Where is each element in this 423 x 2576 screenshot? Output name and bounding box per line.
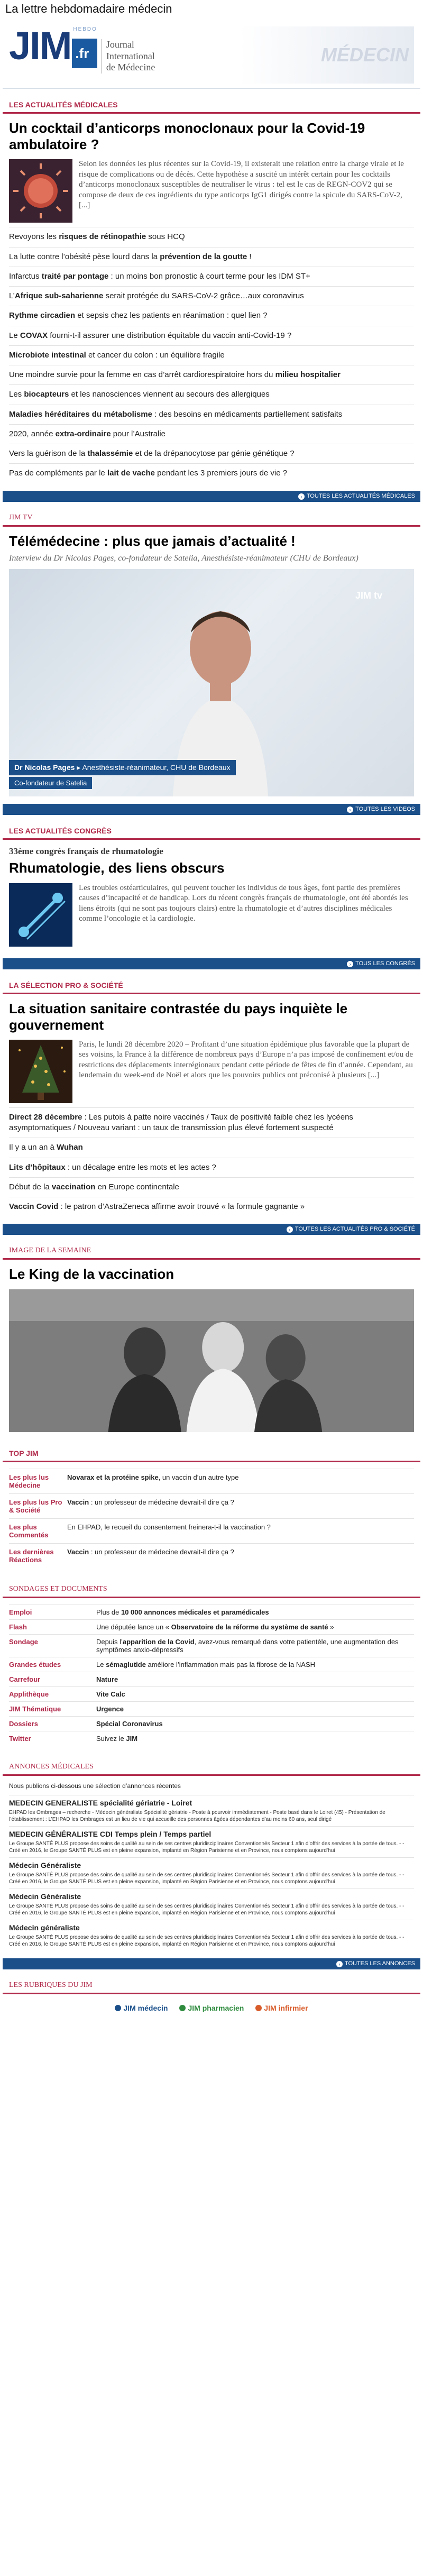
news-item[interactable]: Maladies héréditaires du métabolisme : des besoins en médicaments partiellement satisfaits xyxy=(9,405,414,424)
rubriques-links xyxy=(3,1994,420,2023)
congres-title[interactable]: Rhumatologie, des liens obscurs xyxy=(9,860,225,876)
top-label: Les plus Commentés xyxy=(9,1518,67,1543)
sondage-value: Nature xyxy=(96,1672,414,1686)
jim-logo[interactable] xyxy=(9,26,155,84)
section-top xyxy=(3,1449,420,1573)
video-caption-role: Co-fondateur de Satelia xyxy=(9,777,92,789)
masthead xyxy=(3,20,420,89)
circle-icon xyxy=(179,2005,186,2011)
sondage-row[interactable] xyxy=(9,1731,414,1746)
section-header: LES ACTUALITÉS CONGRÈS xyxy=(3,827,420,840)
top-row[interactable] xyxy=(9,1543,414,1568)
sondage-label: Dossiers xyxy=(9,1716,96,1731)
top-value: En EHPAD, le recueil du consentement freinera-t-il la vaccination ? xyxy=(67,1518,414,1543)
chevron-right-icon: › xyxy=(287,1226,293,1233)
news-item[interactable]: Rythme circadien et sepsis chez les patients en réanimation : quel lien ? xyxy=(9,306,414,325)
video-player[interactable] xyxy=(9,569,414,796)
sondage-label: Sondage xyxy=(9,1634,96,1657)
section-actualites xyxy=(3,100,420,502)
circle-icon xyxy=(255,2005,262,2011)
bone-thumbnail[interactable] xyxy=(9,883,72,947)
section-header: TOP JIM xyxy=(3,1449,420,1462)
more-congres-button[interactable]: › TOUS LES CONGRÈS xyxy=(3,958,420,969)
section-header: LA SÉLECTION PRO & SOCIÉTÉ xyxy=(3,981,420,994)
top-value: Novarax et la protéine spike, un vaccin d’un autre type xyxy=(67,1469,414,1493)
masthead-label: MÉDECIN xyxy=(320,44,409,66)
sondage-value: Vite Calc xyxy=(96,1686,414,1701)
sondage-value: Spécial Coronavirus xyxy=(96,1716,414,1731)
virus-thumbnail[interactable] xyxy=(9,159,72,223)
news-item[interactable]: Direct 28 décembre : Les putois à patte noire vaccinés / Taux de positivité faible chez les lycéens asymptomatiques / Nouveau variant : un taux de transmission plus élevé fortement suspecté xyxy=(9,1107,414,1138)
annonce-desc: Le Groupe SANTÉ PLUS propose des soins de qualité au sein de ses centres pluridisciplinaires Conventionnés Secteur 1 afin d’offrir des services à la portée de tous. - - Créé en 2016, le Groupe SANTÉ PLUS est en pleine expansion, implanté en Région Parisienne et en Province, nous comptons aujourd’hui xyxy=(9,1872,404,1885)
annonce-item[interactable] xyxy=(9,1826,414,1857)
section-rubriques xyxy=(3,1981,420,2023)
annonce-item[interactable] xyxy=(9,1889,414,1920)
chevron-right-icon: › xyxy=(347,961,353,967)
section-annonces xyxy=(3,1763,420,1969)
rubrique-infirmier-link[interactable]: JIM infirmier xyxy=(255,2004,308,2012)
more-videos-button[interactable]: › TOUTES LES VIDEOS xyxy=(3,804,420,815)
sondage-row[interactable] xyxy=(9,1701,414,1716)
news-item[interactable]: 2020, année extra-ordinaire pour l’Australie xyxy=(9,424,414,444)
news-item[interactable]: Microbiote intestinal et cancer du colon : un équilibre fragile xyxy=(9,345,414,365)
annonces-intro: Nous publions ci-dessous une sélection d’annonces récentes xyxy=(9,1782,181,1790)
news-item[interactable]: Le COVAX fourni-t-il assurer une distribution équitable du vaccin anti-Covid-19 ? xyxy=(9,326,414,345)
news-item[interactable]: Vers la guérison de la thalassémie et de la drépanocytose par génie génétique ? xyxy=(9,444,414,463)
news-item[interactable]: Une moindre survie pour la femme en cas d’arrêt cardiorespiratoire hors du milieu hospitalier xyxy=(9,365,414,384)
logo-fr: .fr xyxy=(72,39,97,68)
sondage-row[interactable] xyxy=(9,1605,414,1619)
sondage-value: Une députée lance un « Observatoire de la réforme du système de santé » xyxy=(96,1619,414,1634)
annonce-desc: Le Groupe SANTÉ PLUS propose des soins de qualité au sein de ses centres pluridisciplinaires Conventionnés Secteur 1 afin d’offrir des services à la portée de tous. - - Créé en 2016, le Groupe SANTÉ PLUS est en pleine expansion, implanté en Région Parisienne et en Province, nous comptons aujourd’hui xyxy=(9,1840,404,1854)
sondage-value: Suivez le JIM xyxy=(96,1731,414,1746)
section-image xyxy=(3,1246,420,1437)
lead-article-text: Selon les données les plus récentes sur la Covid-19, il existerait une relation entre la charge virale et le risque de complications ou de décès. Cette hypothèse a suscité un intérêt certain pour les cocktails d’anticorps monoclonaux susceptibles de neutraliser le virus : tel est le cas de REGN-COV2 qui se compose de deux de ces ingrédients du type anticorps IgG1 dirigés contre la spicule du SARS-CoV-2, [...] xyxy=(79,160,404,210)
annonce-item[interactable] xyxy=(9,1920,414,1951)
top-value: Vaccin : un professeur de médecine devrait-il dire ça ? xyxy=(67,1493,414,1518)
week-photo[interactable] xyxy=(9,1289,414,1432)
congres-tag: 33ème congrès français de rhumatologie xyxy=(9,846,163,857)
section-header: IMAGE DE LA SEMAINE xyxy=(3,1246,420,1260)
pro-text: Paris, le lundi 28 décembre 2020 – Profitant d’une situation épidémique plus favorable que la plupart de ses voisins, la France à la différence de nombreux pays d’Europe n’a pas imposé de confinement et/ou de restrictions des déplacements interrégionaux pendant cette période de fêtes de fin d’année. Cependant, au lendemain du week-end de Noël et alors que les pouvoirs publics ont préconisé à plusieurs [...] xyxy=(79,1040,413,1080)
masthead-right xyxy=(240,26,414,84)
congres-text: Les troubles ostéarticulaires, qui peuvent toucher les individus de tous âges, font partie des premières causes d’incapacité et de handicap. Lors du récent congrès français de rhumatologie, ont été abordés les liens étroits (qui ne sont pas toujours clairs) entre la rhumatologie et d’autres disciplines médicales comme l’oncologie et la cardiologie. xyxy=(79,883,408,923)
logo-line: International xyxy=(106,50,155,61)
news-item[interactable]: Lits d’hôpitaux : un décalage entre les mots et les actes ? xyxy=(9,1158,414,1177)
annonce-desc: Le Groupe SANTÉ PLUS propose des soins de qualité au sein de ses centres pluridisciplinaires Conventionnés Secteur 1 afin d’offrir des services à la portée de tous. - - Créé en 2016, le Groupe SANTÉ PLUS est en pleine expansion, implanté en Région Parisienne et en Province, nous comptons aujourd’hui xyxy=(9,1903,404,1916)
annonce-desc: Le Groupe SANTÉ PLUS propose des soins de qualité au sein de ses centres pluridisciplinaires Conventionnés Secteur 1 afin d’offrir des services à la portée de tous. - - Créé en 2016, le Groupe SANTÉ PLUS est en pleine expansion, implanté en Région Parisienne et en Province, nous comptons aujourd’hui xyxy=(9,1934,404,1947)
rubrique-pharmacien-link[interactable]: JIM pharmacien xyxy=(179,2004,244,2012)
sondage-label: Grandes études xyxy=(9,1657,96,1672)
annonce-title: Médecin Généraliste xyxy=(9,1892,81,1901)
news-item[interactable]: Revoyons les risques de rétinopathie sous HCQ xyxy=(9,227,414,246)
logo-main: JIM xyxy=(9,24,71,68)
annonce-item[interactable] xyxy=(9,1857,414,1889)
sondage-value: Depuis l’apparition de la Covid, avez-vous remarqué dans votre patientèle, une augmentation des symptômes anxio-dépressifs xyxy=(96,1634,414,1657)
chevron-right-icon: › xyxy=(336,1961,343,1967)
more-pro-button[interactable]: › TOUTES LES ACTUALITÉS PRO & SOCIÉTÉ xyxy=(3,1224,420,1235)
sondage-value: Urgence xyxy=(96,1701,414,1716)
top-row[interactable] xyxy=(9,1469,414,1493)
logo-line: Journal xyxy=(106,39,134,50)
annonce-title: Médecin Généraliste xyxy=(9,1860,81,1869)
sondage-row[interactable] xyxy=(9,1672,414,1686)
top-row[interactable] xyxy=(9,1493,414,1518)
jimtv-title[interactable]: Télémédecine : plus que jamais d’actualité ! xyxy=(9,533,296,549)
lead-article-title[interactable]: Un cocktail d’anticorps monoclonaux pour la Covid-19 ambulatoire ? xyxy=(9,120,365,153)
annonce-desc: EHPAD les Ombrages – recherche - Médecin généraliste Spécialité gériatrie - Poste à pourvoir immédiatement - Poste basé dans le Loiret (45) - Présentation de l’établissement : L’EHPAD les Ombrages est un lieu de vie qui accueille des personnes âgées dépendantes d’au moins 60 ans, seul dirigé xyxy=(9,1809,385,1822)
jimtv-intro: Interview du Dr Nicolas Pages, co-fondateur de Satelia, Anesthésiste-réanimateur (CHU de Bordeaux) xyxy=(9,553,358,563)
annonce-title: MEDECIN GENERALISTE spécialité gériatrie - Loiret xyxy=(9,1798,192,1807)
logo-text xyxy=(102,39,155,74)
more-actualites-button[interactable]: › TOUTES LES ACTUALITÉS MÉDICALES xyxy=(3,491,420,502)
top-label: Les plus lus Médecine xyxy=(9,1469,67,1493)
section-header: JIM TV xyxy=(3,514,420,527)
sondages-table xyxy=(9,1605,414,1746)
sondage-label: Carrefour xyxy=(9,1672,96,1686)
sondage-row[interactable] xyxy=(9,1716,414,1731)
section-header: LES ACTUALITÉS MÉDICALES xyxy=(3,100,420,114)
annonce-title: Médecin généraliste xyxy=(9,1923,80,1932)
top-row[interactable] xyxy=(9,1518,414,1543)
annonce-title: MEDECIN GÉNÉRALISTE CDI Temps plein / Temps partiel xyxy=(9,1829,212,1838)
section-congres xyxy=(3,827,420,969)
annonce-item[interactable] xyxy=(9,1795,414,1826)
chevron-right-icon: › xyxy=(347,806,353,813)
image-title[interactable]: Le King de la vaccination xyxy=(9,1266,174,1282)
sondage-row[interactable] xyxy=(9,1686,414,1701)
top-label: Les plus lus Pro & Société xyxy=(9,1493,67,1518)
sondage-label: Applithèque xyxy=(9,1686,96,1701)
page-title: La lettre hebdomadaire médecin xyxy=(5,2,172,15)
section-sondages xyxy=(3,1585,420,1751)
sondage-row[interactable] xyxy=(9,1657,414,1672)
news-item[interactable]: La lutte contre l’obésité pèse lourd dans la prévention de la goutte ! xyxy=(9,247,414,267)
section-jimtv xyxy=(3,514,420,815)
logo-line: de Médecine xyxy=(106,62,155,73)
top-label: Les dernières Réactions xyxy=(9,1543,67,1568)
logo-hebdo: HEBDO xyxy=(73,26,97,32)
news-item[interactable]: Début de la vaccination en Europe continentale xyxy=(9,1177,414,1197)
sondage-label: Twitter xyxy=(9,1731,96,1746)
jimtv-logo: JIM tv xyxy=(355,590,382,601)
section-header: LES RUBRIQUES DU JIM xyxy=(3,1981,420,1994)
annonces-list xyxy=(9,1795,414,1951)
sondage-value: Le sémaglutide améliore l’inflammation mais pas la fibrose de la NASH xyxy=(96,1657,414,1672)
christmas-thumbnail[interactable] xyxy=(9,1040,72,1103)
circle-icon xyxy=(115,2005,121,2011)
newsletter xyxy=(3,20,420,2023)
section-header: SONDAGES ET DOCUMENTS xyxy=(3,1585,420,1598)
top-value: Vaccin : un professeur de médecine devrait-il dire ça ? xyxy=(67,1543,414,1568)
sondage-row[interactable] xyxy=(9,1619,414,1634)
section-header: ANNONCES MÉDICALES xyxy=(3,1763,420,1776)
news-item[interactable]: Il y a un an à Wuhan xyxy=(9,1138,414,1157)
section-pro xyxy=(3,981,420,1235)
sondage-row[interactable] xyxy=(9,1634,414,1657)
chevron-right-icon: › xyxy=(298,493,305,500)
news-item[interactable]: Pas de compléments par le lait de vache pendant les 3 premiers jours de vie ? xyxy=(9,463,414,483)
news-item[interactable]: Vaccin Covid : le patron d’AstraZeneca affirme avoir trouvé « la formule gagnante » xyxy=(9,1197,414,1216)
top-table xyxy=(9,1469,414,1568)
sondage-label: Emploi xyxy=(9,1605,96,1619)
rubrique-medecin-link[interactable]: JIM médecin xyxy=(115,2004,168,2012)
news-list xyxy=(9,227,414,483)
more-annonces-button[interactable]: › TOUTES LES ANNONCES xyxy=(3,1958,420,1969)
video-caption: Dr Nicolas Pages ▸ Anesthésiste-réanimateur, CHU de Bordeaux xyxy=(9,760,236,775)
pro-title[interactable]: La situation sanitaire contrastée du pays inquiète le gouvernement xyxy=(9,1000,348,1033)
news-list xyxy=(9,1107,414,1217)
news-item[interactable]: Les biocapteurs et les nanosciences viennent au secours des allergiques xyxy=(9,384,414,404)
news-item[interactable]: L’Afrique sub-saharienne serait protégée du SARS-CoV-2 grâce…aux coronavirus xyxy=(9,286,414,306)
sondage-label: JIM Thématique xyxy=(9,1701,96,1716)
sondage-value: Plus de 10 000 annonces médicales et paramédicales xyxy=(96,1605,414,1619)
news-item[interactable]: Infarctus traité par pontage : un moins bon pronostic à court terme pour les IDM ST+ xyxy=(9,267,414,286)
sondage-label: Flash xyxy=(9,1619,96,1634)
